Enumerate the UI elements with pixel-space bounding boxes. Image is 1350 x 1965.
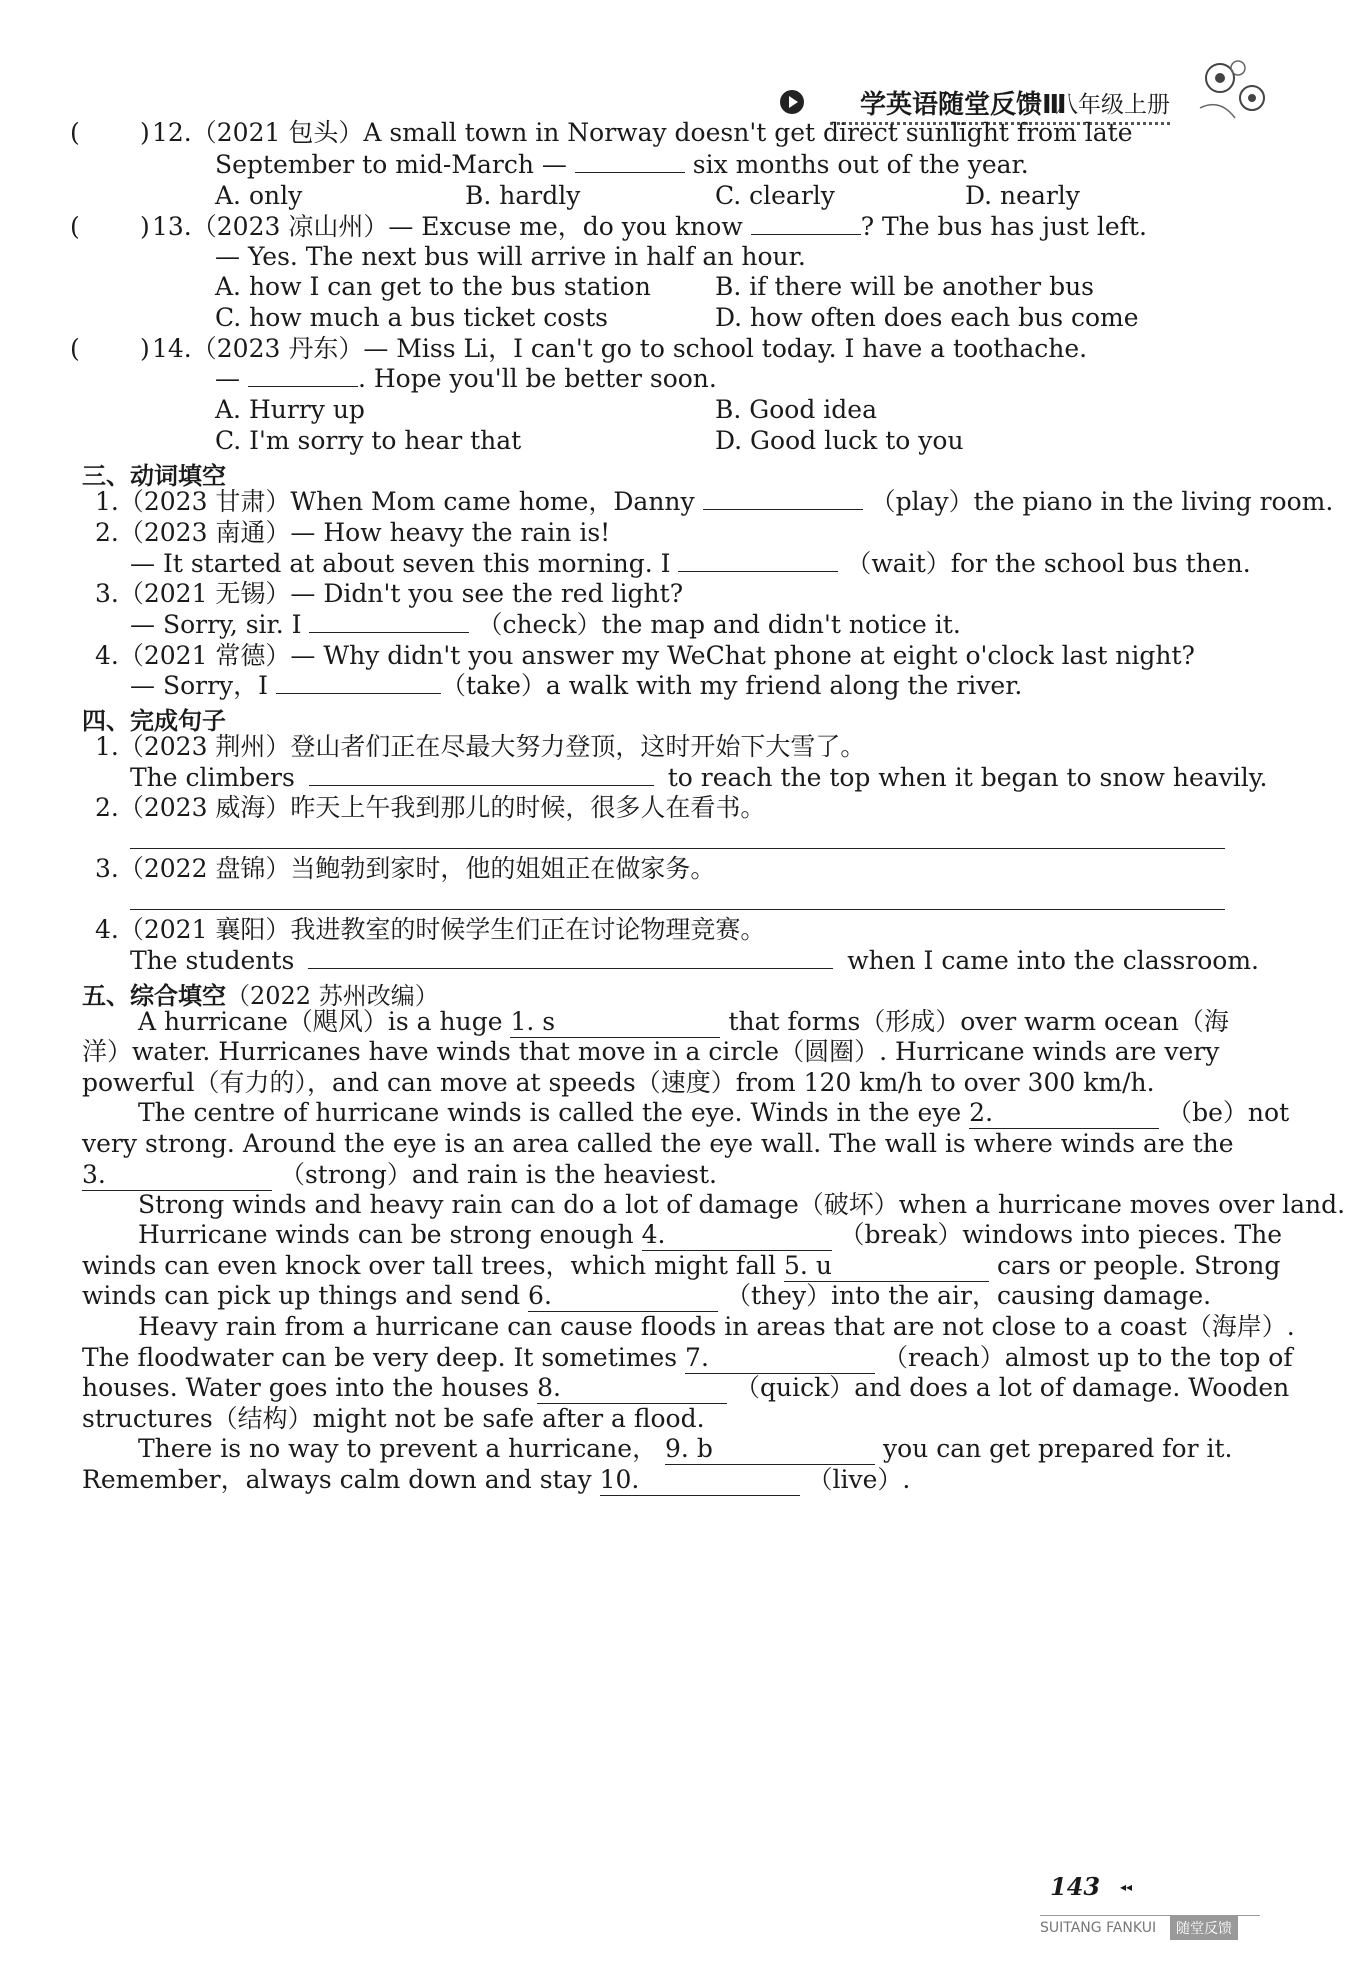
passage-blank-3[interactable]: 3.	[82, 1160, 272, 1191]
question-13-line2: — Yes. The next bus will arrive in half an hour.	[215, 242, 806, 271]
passage-text: The centre of hurricane winds is called the eye. Winds in the eye	[138, 1098, 962, 1127]
sentence-item-4-prompt: 4.（2021 襄阳）我进教室的时候学生们正在讨论物理竞赛。	[95, 915, 766, 944]
verb-item-2-text-b: （wait）for the school bus then.	[846, 549, 1251, 578]
option-c: C. I'm sorry to hear that	[215, 426, 522, 455]
passage-text: houses. Water goes into the houses	[82, 1373, 530, 1402]
passage-line	[82, 1373, 1290, 1404]
answer-paren-close: )	[140, 334, 150, 363]
passage-text: A hurricane（飓风）is a huge	[138, 1007, 503, 1036]
page-arrows-icon: ◂◂	[1120, 1880, 1133, 1894]
answer-line[interactable]	[130, 909, 1225, 910]
passage-text: There is no way to prevent a hurricane，	[138, 1434, 658, 1463]
option-d: D. Good luck to you	[715, 426, 964, 455]
verb-item-4-line1: 4.（2021 常德）— Why didn't you answer my WeChat phone at eight o'clock last night?	[95, 641, 1195, 670]
answer-paren-open: (	[70, 212, 80, 241]
question-14-text-b: . Hope you'll be better soon.	[357, 364, 717, 393]
option-a: A. Hurry up	[215, 395, 365, 424]
passage-line	[82, 1220, 1283, 1251]
passage-line	[82, 1098, 1290, 1129]
passage-blank-1[interactable]: 1. s	[510, 1007, 720, 1038]
book-title: 学英语随堂反馈Ⅲ	[860, 90, 1067, 120]
option-c: C. clearly	[715, 181, 835, 210]
passage-text: （be）not	[1167, 1098, 1290, 1127]
verb-item-1-text-b: （play）the piano in the living room.	[870, 487, 1334, 516]
verb-item-2-line1: 2.（2023 南通）— How heavy the rain is!	[95, 518, 611, 547]
passage-text: （break）windows into pieces. The	[839, 1220, 1283, 1249]
question-12-text-b: six months out of the year.	[692, 150, 1029, 179]
option-b: B. hardly	[465, 181, 581, 210]
answer-paren-close: )	[140, 118, 150, 147]
passage-line	[82, 1343, 1293, 1374]
question-14-text-a: —	[215, 364, 240, 393]
question-14-line1: 14.（2023 丹东）— Miss Li，I can't go to school today. I have a toothache.	[152, 334, 1088, 363]
passage-text: （strong）and rain is the heaviest.	[279, 1160, 717, 1189]
verb-item-1-text-a: 1.（2023 甘肃）When Mom came home，Danny	[95, 487, 695, 516]
answer-line[interactable]	[130, 848, 1225, 849]
sentence-item-4-text-a: The students	[130, 946, 295, 975]
question-12-line2	[215, 150, 1029, 180]
passage-line: structures（结构）might not be safe after a flood.	[82, 1404, 705, 1433]
answer-blank[interactable]	[309, 763, 654, 786]
option-b: B. Good idea	[715, 395, 877, 424]
passage-line	[82, 1281, 1227, 1312]
verb-item-3-text-b: （check）the map and didn't notice it.	[477, 610, 961, 639]
passage-blank-4[interactable]: 4.	[642, 1220, 832, 1251]
footer-brand: SUITANG FANKUI	[1040, 1920, 1157, 1936]
play-icon	[780, 90, 804, 114]
answer-blank[interactable]	[751, 212, 861, 235]
verb-item-3-line2	[130, 610, 961, 640]
passage-text: （live）.	[807, 1465, 911, 1494]
passage-text: you can get prepared for it.	[882, 1434, 1233, 1463]
option-d: D. nearly	[965, 181, 1080, 210]
passage-text: Remember，always calm down and stay	[82, 1465, 592, 1494]
verb-item-2-text-a: — It started at about seven this morning. I	[130, 549, 671, 578]
verb-item-1	[95, 487, 1333, 517]
passage-line: powerful（有力的），and can move at speeds（速度）from 120 km/h to over 300 km/h.	[82, 1068, 1155, 1097]
section-5-title	[82, 976, 439, 1011]
answer-blank[interactable]	[309, 610, 469, 633]
sentence-item-1-prompt: 1.（2023 荆州）登山者们正在尽最大努力登顶，这时开始下大雪了。	[95, 732, 866, 761]
answer-blank[interactable]	[575, 150, 685, 173]
option-a: A. only	[215, 181, 303, 210]
passage-blank-9[interactable]: 9. b	[665, 1434, 875, 1465]
question-14-line2	[215, 364, 717, 394]
answer-paren-open: (	[70, 334, 80, 363]
passage-line: Strong winds and heavy rain can do a lot of damage（破坏）when a hurricane moves over land.	[138, 1190, 1346, 1219]
answer-paren-open: (	[70, 118, 80, 147]
passage-line	[82, 1434, 1233, 1465]
passage-text: The floodwater can be very deep. It sometimes	[82, 1343, 678, 1372]
passage-text: （reach）almost up to the top of	[883, 1343, 1293, 1372]
sentence-item-3-prompt: 3.（2022 盘锦）当鲍勃到家时，他的姐姐正在做家务。	[95, 854, 716, 883]
section-4-title: 四、完成句子	[82, 707, 226, 735]
passage-line: very strong. Around the eye is an area called the eye wall. The wall is where winds are the	[82, 1129, 1234, 1158]
sentence-item-1-text-b: to reach the top when it began to snow heavily.	[667, 763, 1268, 792]
section-5-title-text: 五、综合填空	[82, 982, 226, 1010]
verb-item-4-text-a: — Sorry，I	[130, 671, 269, 700]
passage-line: Heavy rain from a hurricane can cause floods in areas that are not close to a coast（海岸）.	[138, 1312, 1295, 1341]
passage-line	[82, 1007, 1227, 1038]
passage-line	[82, 1251, 1281, 1282]
passage-text: winds can pick up things and send	[82, 1281, 521, 1310]
passage-blank-2[interactable]: 2.	[969, 1098, 1159, 1129]
sentence-item-1-answer	[130, 763, 1268, 793]
sentence-item-4-answer	[130, 946, 1259, 976]
verb-item-4-text-b: （take）a walk with my friend along the river.	[440, 671, 1023, 700]
grade-label: 八年级上册	[1055, 92, 1170, 118]
verb-item-3-text-a: — Sorry, sir. I	[130, 610, 302, 639]
answer-paren-close: )	[140, 212, 150, 241]
question-12-text-a: September to mid-March —	[215, 150, 567, 179]
passage-line	[82, 1465, 1227, 1496]
sentence-item-2-prompt: 2.（2023 威海）昨天上午我到那儿的时候，很多人在看书。	[95, 793, 766, 822]
passage-text: Hurricane winds can be strong enough	[138, 1220, 634, 1249]
passage-text: （quick）and does a lot of damage. Wooden	[735, 1373, 1290, 1402]
passage-blank-7[interactable]: 7.	[685, 1343, 875, 1374]
passage-blank-10[interactable]: 10.	[600, 1465, 800, 1496]
answer-blank[interactable]	[248, 364, 358, 387]
sentence-item-1-text-a: The climbers	[130, 763, 295, 792]
passage-text: winds can even knock over tall trees，which might fall	[82, 1251, 777, 1280]
passage-text: that forms（形成）over warm ocean（海	[728, 1007, 1229, 1036]
sentence-item-4-text-b: when I came into the classroom.	[847, 946, 1260, 975]
verb-item-2-line2	[130, 549, 1251, 579]
question-13-text-a: 13.（2023 凉山州）— Excuse me，do you know	[152, 212, 743, 241]
option-a: A. how I can get to the bus station	[215, 272, 651, 301]
passage-blank-5[interactable]: 5. u	[784, 1251, 989, 1282]
verb-item-4-line2	[130, 671, 1022, 701]
option-d: D. how often does each bus come	[715, 303, 1139, 332]
answer-blank[interactable]	[276, 671, 441, 694]
question-12-line1: 12.（2021 包头）A small town in Norway doesn't get direct sunlight from late	[152, 118, 1133, 147]
passage-line	[82, 1160, 1227, 1191]
question-13-text-b: ? The bus has just left.	[860, 212, 1147, 241]
section-5-source: （2022 苏州改编）	[226, 982, 439, 1010]
option-b: B. if there will be another bus	[715, 272, 1095, 301]
option-c: C. how much a bus ticket costs	[215, 303, 608, 332]
footer-badge: 随堂反馈	[1170, 1916, 1238, 1940]
passage-text: cars or people. Strong	[996, 1251, 1281, 1280]
passage-blank-6[interactable]: 6.	[528, 1281, 718, 1312]
answer-blank[interactable]	[678, 549, 838, 572]
passage-line: 洋）water. Hurricanes have winds that move in a circle（圆圈）. Hurricane winds are very	[82, 1037, 1220, 1066]
question-12-stem	[152, 118, 1230, 148]
answer-blank[interactable]	[308, 946, 833, 969]
passage-blank-8[interactable]: 8.	[537, 1373, 727, 1404]
passage-text: （they）into the air，causing damage.	[726, 1281, 1212, 1310]
answer-blank[interactable]	[703, 487, 863, 510]
page-number: 143	[1050, 1872, 1101, 1901]
verb-item-3-line1: 3.（2021 无锡）— Didn't you see the red light?	[95, 579, 684, 608]
question-13-line1	[152, 212, 1147, 242]
section-3-title: 三、动词填空	[82, 462, 226, 490]
